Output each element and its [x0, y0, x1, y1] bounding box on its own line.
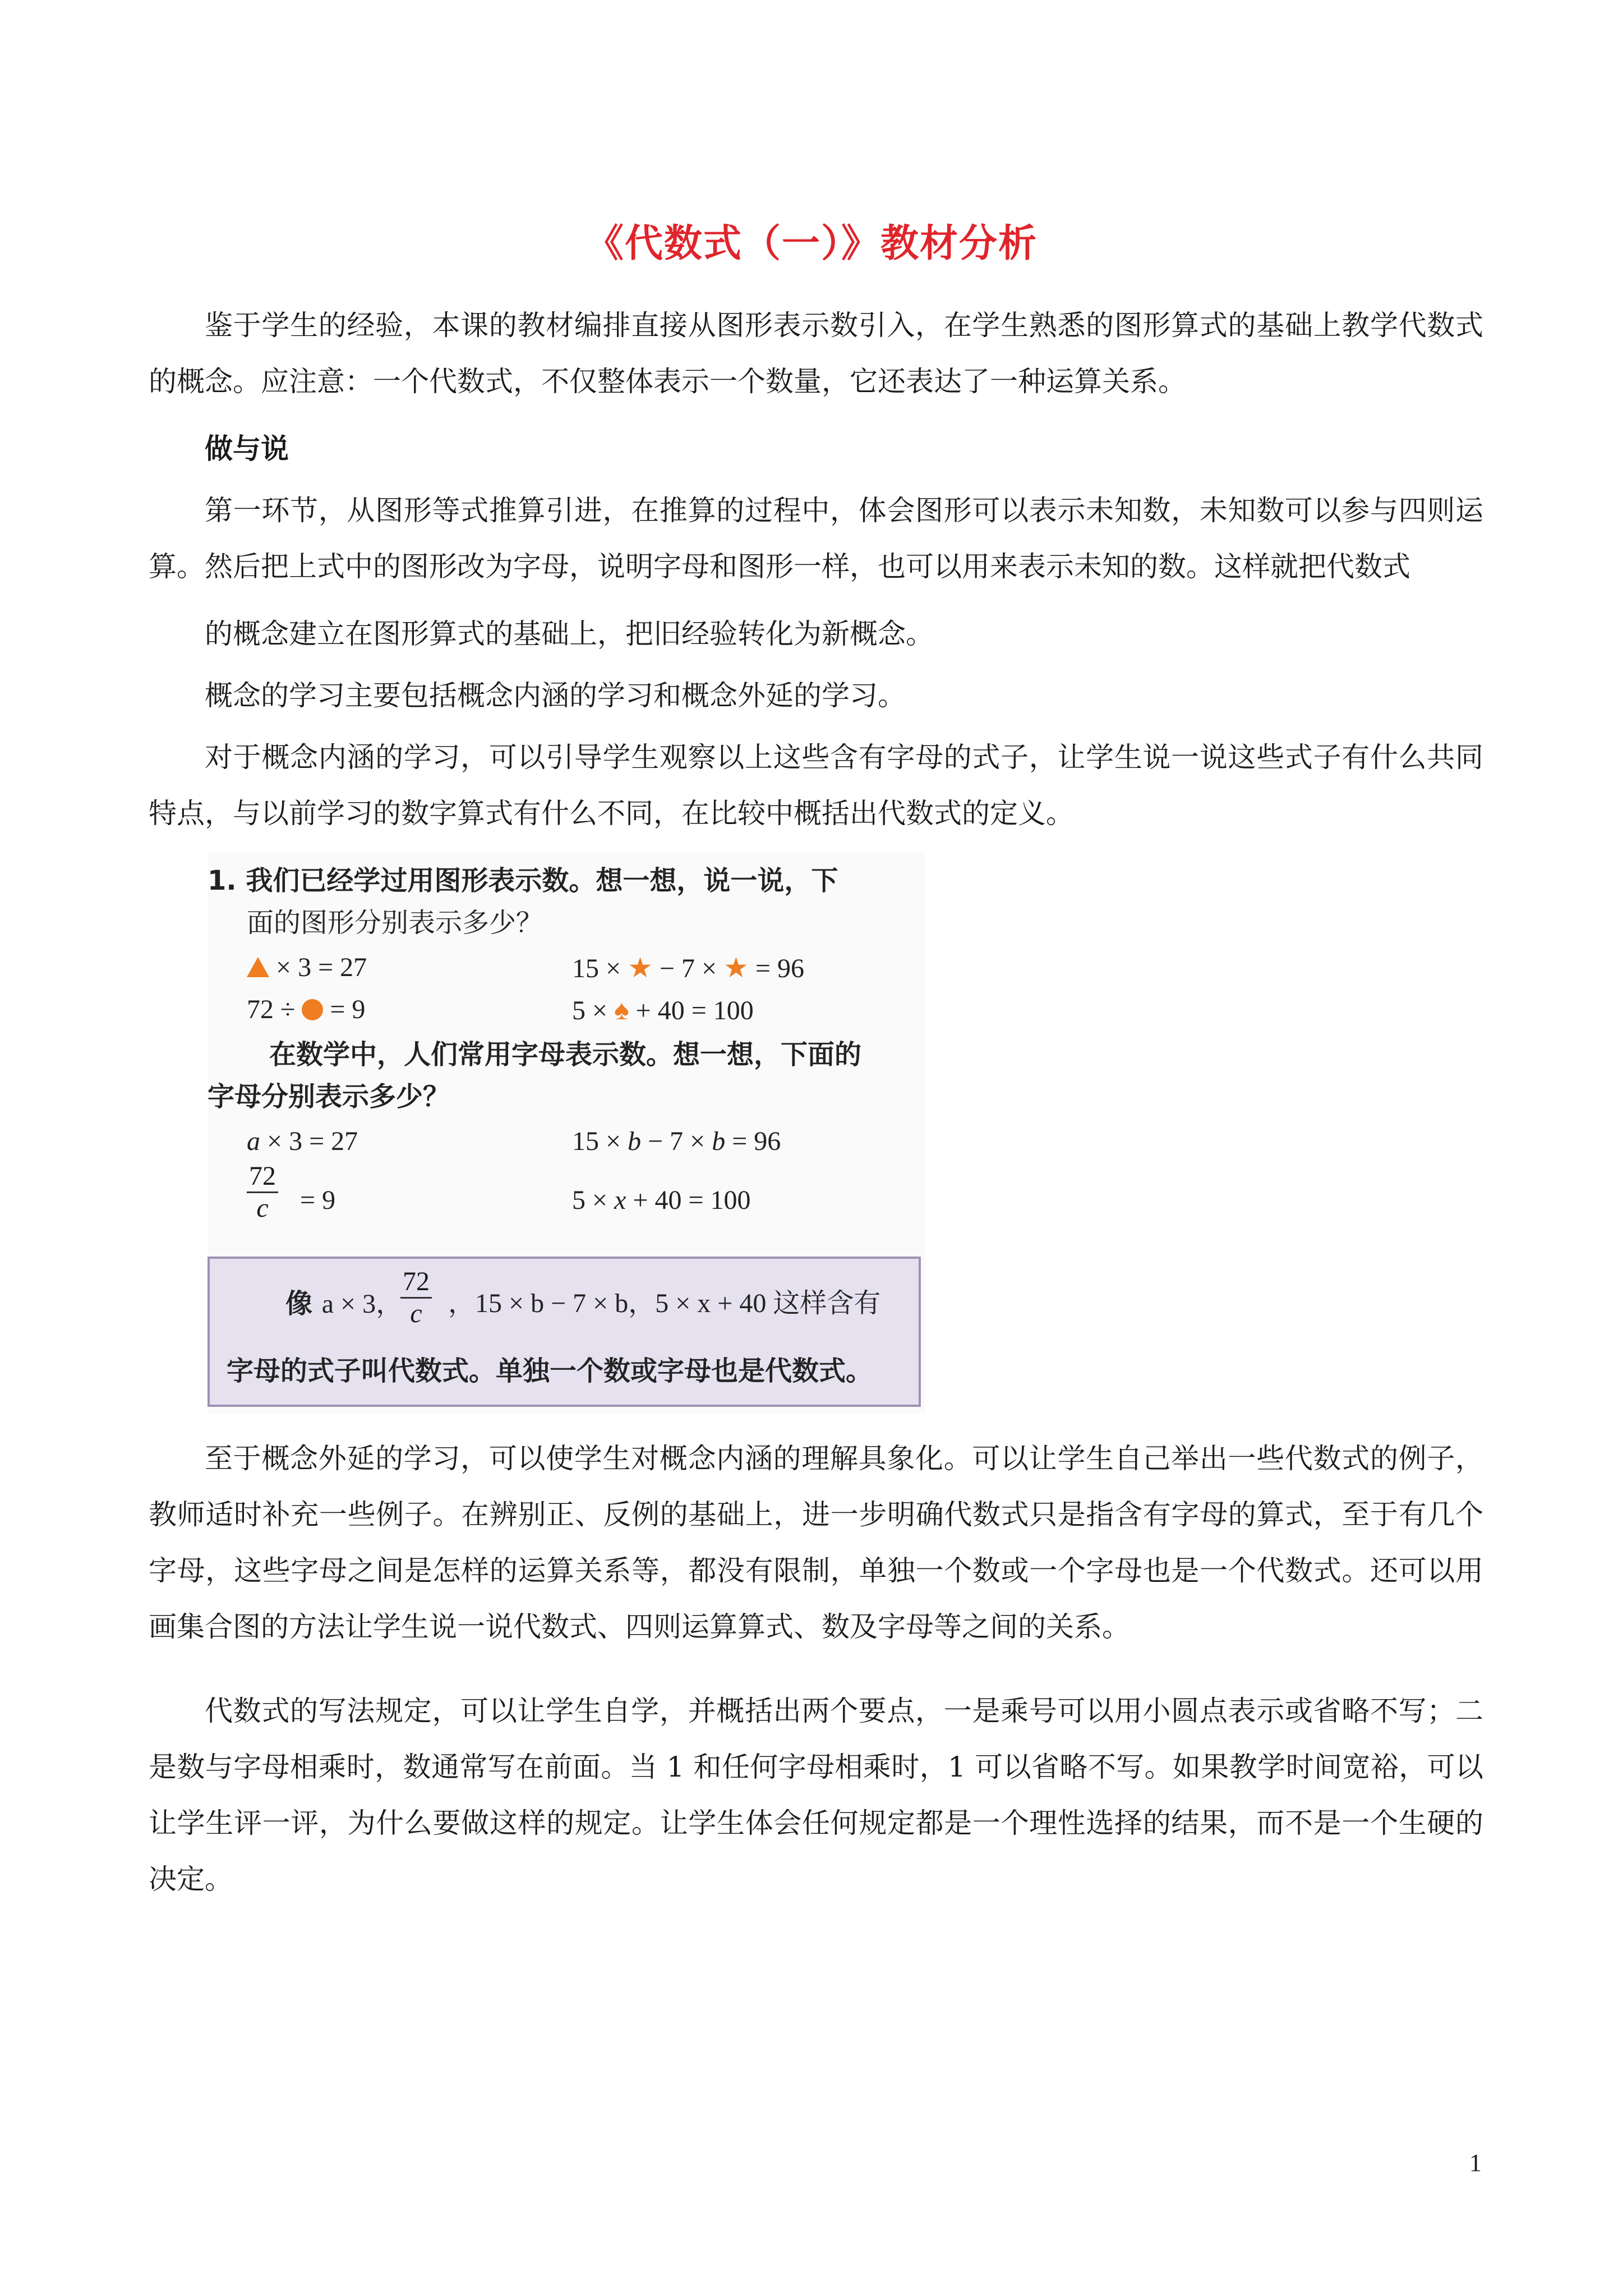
shape-equation-star: 15 × ★ − 7 × ★ = 96 [572, 952, 804, 983]
definition-line-1-rest: ，15 × b − 7 × b，5 × x + 40 这样含有 [448, 1289, 881, 1318]
paragraph-connotation: 对于概念内涵的学习，可以引导学生观察以上这些含有字母的式子，让学生说一说这些式子有什么共同特点，与以前学习的数字算式有什么不同，在比较中概括出代数式的定义。 [149, 741, 1483, 830]
section-heading: 做与说 [205, 432, 289, 465]
question-2-line-1: 在数学中，人们常用字母表示数。想一想，下面的 [269, 1039, 862, 1070]
definition-line-1: 像 a × 3， [285, 1288, 403, 1319]
star-icon: ★ [628, 952, 653, 983]
paragraph-concept-learning: 概念的学习主要包括概念内涵的学习和概念外延的学习。 [205, 679, 906, 712]
definition-box [208, 1257, 921, 1407]
document-title: 《代数式（一）》教材分析 [585, 221, 1038, 266]
spade-icon: ♠ [614, 994, 629, 1025]
question-1-line-2: 面的图形分别表示多少？ [247, 907, 543, 938]
definition-fraction: $\frac{72}{c}$ [400, 1267, 432, 1329]
letter-equation-b: 15 × b − 7 × b = 96 [572, 1126, 781, 1156]
definition-line-2: 字母的式子叫代数式。单独一个数或字母也是代数式。 [227, 1355, 873, 1387]
letter-equation-x: 5 × x + 40 = 100 [572, 1185, 751, 1215]
letter-equation-a: a × 3 = 27 [247, 1126, 358, 1156]
paragraph-first-stage-continued: 的概念建立在图形算式的基础上，把旧经验转化为新概念。 [205, 618, 934, 650]
paragraph-extension: 至于概念外延的学习，可以使学生对概念内涵的理解具象化。可以让学生自己举出一些代数式的例子，教师适时补充一些例子。在辨别正、反例的基础上，进一步明确代数式只是指含有字母的算式，至于有几个字母，这些字母之间是怎样的运算关系等，都没有限制，单独一个数或一个字母也是一个代数式。还可以用画集合图的方法让学生说一说代数式、四则运算算式、数及字母等之间的关系。 [149, 1442, 1483, 1643]
circle-icon [302, 999, 323, 1020]
question-number: 1. [208, 865, 237, 896]
triangle-icon [247, 957, 269, 977]
question-2-line-2: 字母分别表示多少？ [208, 1081, 450, 1112]
star-icon: ★ [723, 952, 749, 983]
shape-equation-spade: 5 × ♠ + 40 = 100 [572, 994, 754, 1025]
page-number: 1 [1469, 2149, 1482, 2177]
letter-equation-c-result: = 9 [300, 1185, 336, 1215]
paragraph-writing-rules: 代数式的写法规定，可以让学生自学，并概括出两个要点，一是乘号可以用小圆点表示或省略不写；二是数与字母相乘时，数通常写在前面。当 1 和任何字母相乘时，1 可以省略不写。如果教学时间宽裕，可以让学生评一评，为什么要做这样的规定。让学生体会任何规定都是一个理性选择的结果，而不是一个生硬的决定。 [149, 1695, 1483, 1895]
textbook-figure [208, 853, 925, 1414]
paragraph-first-stage: 第一环节，从图形等式推算引进，在推算的过程中，体会图形可以表示未知数，未知数可以参与四则运算。然后把上式中的图形改为字母，说明字母和图形一样，也可以用来表示未知的数。这样就把代数式 [149, 494, 1483, 583]
shape-equation-circle: 72 ÷ = 9 [247, 995, 366, 1024]
intro-paragraph: 鉴于学生的经验，本课的教材编排直接从图形表示数引入，在学生熟悉的图形算式的基础上教学代数式的概念。应注意：一个代数式，不仅整体表示一个数量，它还表达了一种运算关系。 [149, 309, 1483, 398]
question-1-line-1: 1. 我们已经学过用图形表示数。想一想，说一说，下 [208, 865, 838, 896]
fraction-72-over-c: $\frac{72}{c}$ [247, 1161, 278, 1223]
shape-equation-triangle: × 3 = 27 [247, 951, 367, 984]
